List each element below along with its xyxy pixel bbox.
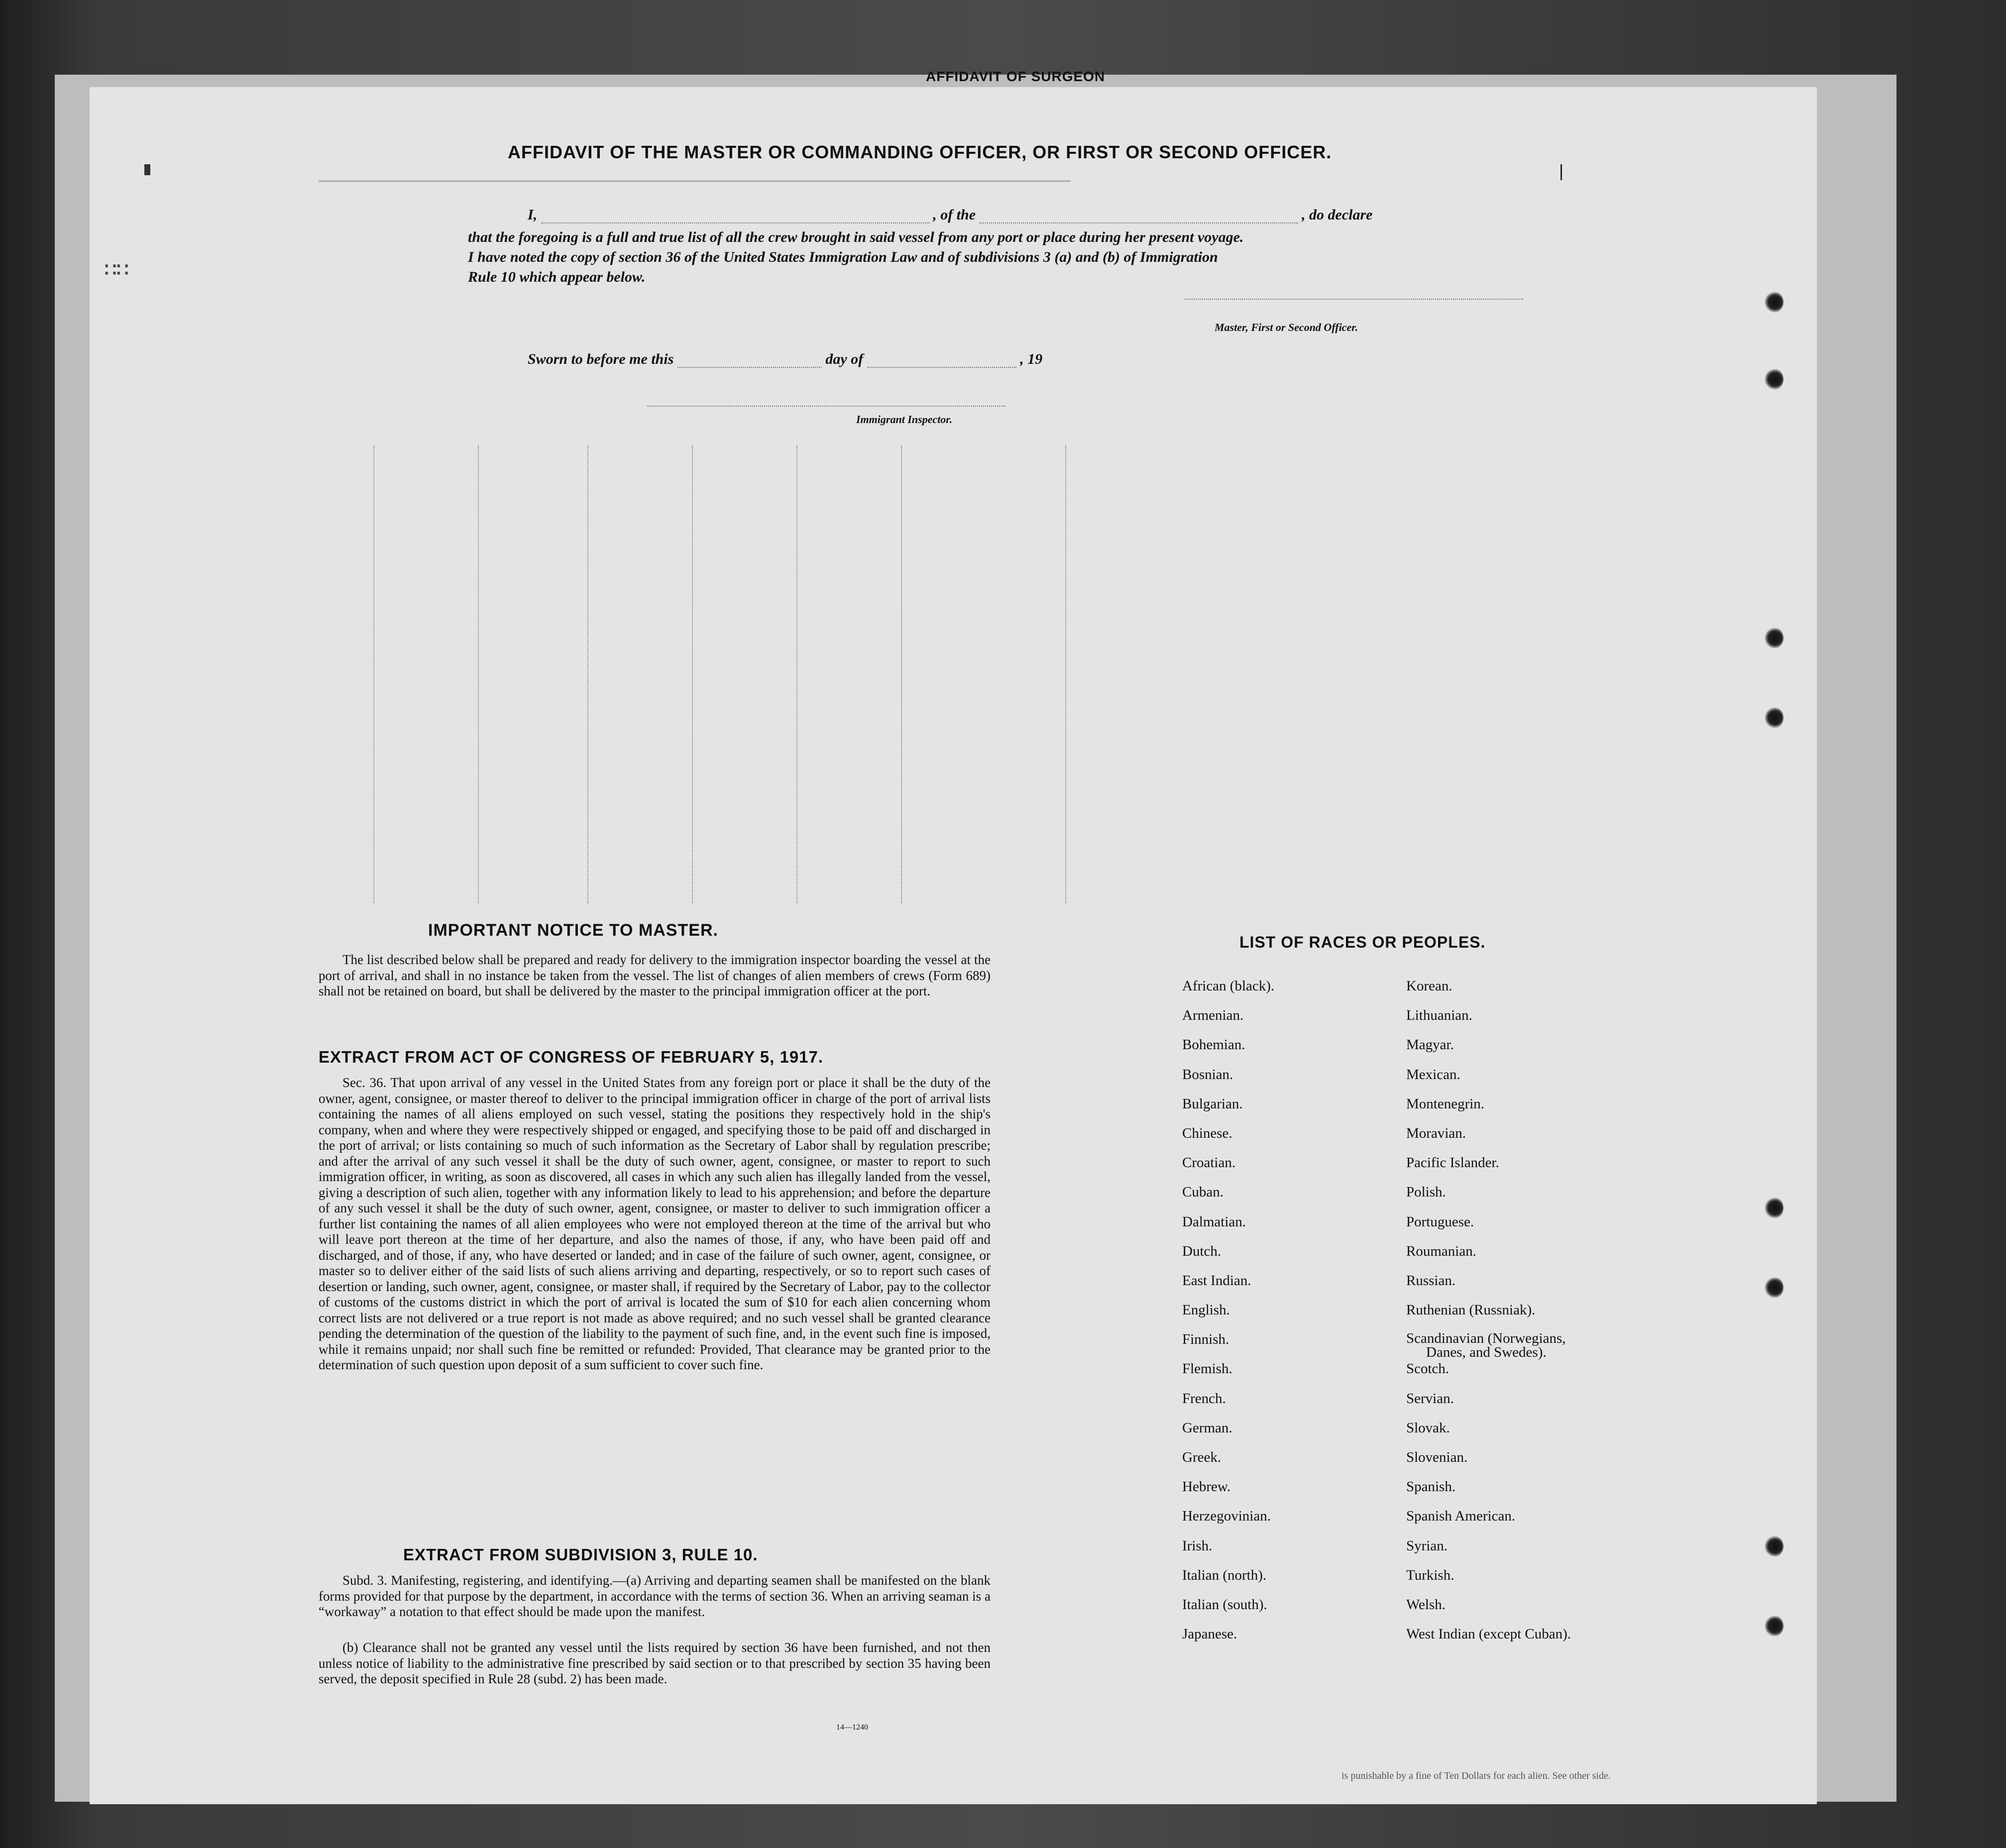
races-left-column (1182, 978, 1371, 1655)
affidavit-do-declare: , do declare (1302, 207, 1373, 223)
sworn-year: , 19 (1020, 351, 1043, 367)
race-item-scandinavian-line1: Scandinavian (Norwegians, (1406, 1330, 1566, 1347)
punch-hole (1765, 1535, 1783, 1557)
tick-mark (144, 164, 150, 175)
race-item: Lithuanian. (1406, 1007, 1472, 1024)
race-item: Armenian. (1182, 1007, 1244, 1024)
affidavit-of-surgeon-strip: AFFIDAVIT OF SURGEON (926, 69, 1106, 84)
bleed-through-heading: ───────────────────────────────────────── (319, 167, 1071, 196)
name-blank (541, 222, 929, 223)
punch-hole (1765, 291, 1783, 313)
extract-act-title: EXTRACT FROM ACT OF CONGRESS OF FEBRUARY 5, 1917. (319, 1048, 824, 1066)
column-rule (478, 445, 479, 903)
race-item: Spanish American. (1406, 1508, 1516, 1524)
race-item: Slovak. (1406, 1419, 1450, 1436)
race-item: Servian. (1406, 1390, 1454, 1407)
vessel-blank (980, 222, 1298, 223)
signature-blank (1185, 299, 1523, 300)
punch-hole (1765, 1615, 1783, 1637)
race-item: Russian. (1406, 1272, 1456, 1289)
subdivision-3b-text: (b) Clearance shall not be granted any vessel until the lists required by section 36 have been furnished, and not then unless notice of liability to the administrative fine prescribed by said section or to that prescribed by section 35 having been served, the deposit specified in Rule 28 (subd. 2) has been made. (319, 1640, 991, 1686)
sworn-line (528, 351, 1225, 368)
sworn-prefix: Sworn to before me this (528, 351, 674, 367)
sworn-day-of: day of (825, 351, 864, 367)
column-rule (692, 445, 693, 903)
affidavit-line-4: Rule 10 which appear below. (468, 269, 646, 285)
race-item: English. (1182, 1302, 1230, 1318)
races-right-column (1406, 978, 1665, 1655)
race-item: Korean. (1406, 978, 1452, 994)
race-item: Bulgarian. (1182, 1095, 1243, 1112)
race-item: Pacific Islander. (1406, 1155, 1499, 1171)
race-item: Welsh. (1406, 1596, 1446, 1613)
race-item: African (black). (1182, 978, 1275, 994)
race-item: German. (1182, 1419, 1232, 1436)
race-item: Japanese. (1182, 1626, 1237, 1642)
race-item: Turkish. (1406, 1567, 1454, 1583)
affidavit-line-3: I have noted the copy of section 36 of the United States Immigration Law and of subdivisions 3 (a) and (b) of Immigration (468, 249, 1218, 265)
tick-mark-right (1560, 164, 1562, 180)
race-item: Herzegovinian. (1182, 1508, 1271, 1524)
affidavit-line-2: that the foregoing is a full and true list of all the crew brought in said vessel from any port or place during her present voyage. (468, 229, 1244, 245)
document-page (90, 87, 1817, 1804)
bottom-note: is punishable by a fine of Ten Dollars for each alien. See other side. (1341, 1770, 1611, 1781)
subdivision-3a-text: Subd. 3. Manifesting, registering, and identifying.—(a) Arriving and departing seamen shall be manifested on the blank forms provided for that purpose by the department, in accordance with the terms of section 36. When an arriving seaman is a “workaway” a notation to that effect should be made upon the manifest. (319, 1573, 991, 1619)
race-item-scandinavian-line2: Danes, and Swedes). (1426, 1344, 1547, 1361)
race-item: East Indian. (1182, 1272, 1251, 1289)
affidavit-title: AFFIDAVIT OF THE MASTER OR COMMANDING OFFICER, OR FIRST OR SECOND OFFICER. (508, 142, 1332, 162)
column-rule (1065, 445, 1066, 903)
affidavit-i: I, (528, 207, 538, 223)
punch-hole (1765, 1197, 1783, 1219)
punch-hole (1765, 1277, 1783, 1299)
column-rule (373, 445, 374, 903)
notice-body: The list described below shall be prepared and ready for delivery to the immigration inspector boarding the vessel at the port of arrival, and shall in no instance be taken from the vessel. The list of changes of alien members of crews (Form 689) shall not be retained on board, but shall be delivered by the master to the principal immigration officer at the port. (319, 952, 991, 998)
race-item: Cuban. (1182, 1184, 1224, 1200)
race-item: Polish. (1406, 1184, 1446, 1200)
race-item: Ruthenian (Russniak). (1406, 1302, 1536, 1318)
race-item: Moravian. (1406, 1125, 1466, 1141)
column-rule (901, 445, 902, 903)
affidavit-line-1 (528, 207, 1518, 223)
race-item: Portuguese. (1406, 1213, 1474, 1230)
race-item: Montenegrin. (1406, 1095, 1485, 1112)
race-item: Chinese. (1182, 1125, 1232, 1141)
race-item: Slovenian. (1406, 1449, 1468, 1465)
punch-hole (1765, 627, 1783, 649)
race-item: Dutch. (1182, 1243, 1222, 1259)
race-item: Irish. (1182, 1537, 1213, 1554)
race-item: French. (1182, 1390, 1226, 1407)
inspector-label: Immigrant Inspector. (856, 413, 953, 426)
extract-subdivision-title: EXTRACT FROM SUBDIVISION 3, RULE 10. (403, 1545, 758, 1564)
race-item: Bosnian. (1182, 1066, 1233, 1083)
section-36-text: Sec. 36. That upon arrival of any vessel in the United States from any foreign port or place it shall be the duty of the owner, agent, consignee, or master thereof to deliver to the principal immigration officer in charge of the port of arrival lists containing the names of all aliens employed on such vessel, stating the positions they respectively hold in the ship's company, when and where they were respectively shipped or engaged, and specifying those to be paid off and discharged in the port of arrival; or lists containing so much of such information as the Secretary of Labor shall by regulation prescribe; and after the arrival of any such vessel it shall be the duty of such owner, agent, consignee, or master to report to such immigration officer, in writing, as soon as discovered, all cases in which any such alien has illegally landed from the vessel, giving a description of such alien, together with any information likely to lead to his apprehension; and before the departure of any such vessel it shall be the duty of such owner, agent, consignee, or master to deliver to such immigration officer a further list containing the names of all alien employees who were not employed thereon at the time of the arrival but who will leave port thereon at the time of her departure, and also the names of those, if any, who have been paid off and discharged, and of those, if any, who have deserted or landed; and in case of the failure of such owner, agent, consignee, or master so to deliver either of the said lists of such aliens arriving and departing, respectively, or so to report such cases of desertion or landing, such owner, agent, consignee, or master shall, if required by the Secretary of Labor, pay to the collector of customs of the customs district in which the port of arrival is located the sum of $10 for each alien concerning whom correct lists are not delivered or a true report is not made as above required; and no such vessel shall be granted clearance pending the determination of the question of the liability to the payment of such fine, and, in the event such fine is imposed, while it remains unpaid; nor shall such fine be remitted or refunded: Provided, That clearance may be granted prior to the determination of such question upon deposit of a sum sufficient to cover such fine. (319, 1075, 991, 1372)
race-item: Spanish. (1406, 1479, 1456, 1495)
sworn-day-blank (677, 367, 822, 368)
race-item-scandinavian (1406, 1331, 1665, 1361)
column-rule (587, 445, 588, 903)
races-title: LIST OF RACES OR PEOPLES. (1239, 933, 1486, 951)
race-item: Croatian. (1182, 1155, 1236, 1171)
race-item: Greek. (1182, 1449, 1222, 1465)
sworn-month-blank (867, 367, 1016, 368)
race-item: West Indian (except Cuban). (1406, 1626, 1571, 1642)
race-item: Italian (north). (1182, 1567, 1267, 1583)
race-item: Finnish. (1182, 1331, 1229, 1348)
column-rule (796, 445, 797, 903)
race-item: Scotch. (1406, 1361, 1449, 1377)
race-item: Italian (south). (1182, 1596, 1267, 1613)
race-item: Flemish. (1182, 1361, 1232, 1377)
race-item: Bohemian. (1182, 1037, 1245, 1053)
notice-title: IMPORTANT NOTICE TO MASTER. (428, 921, 718, 940)
affidavit-of-the: , of the (933, 207, 976, 223)
signature-label: Master, First or Second Officer. (1215, 321, 1358, 333)
inspector-signature-blank (647, 406, 1005, 407)
stamp-mark: ∷∷ (105, 260, 129, 281)
race-item: Magyar. (1406, 1037, 1454, 1053)
race-item: Hebrew. (1182, 1479, 1231, 1495)
race-item: Syrian. (1406, 1537, 1448, 1554)
punch-hole (1765, 707, 1783, 729)
race-item: Dalmatian. (1182, 1213, 1246, 1230)
form-number: 14—1240 (836, 1723, 868, 1732)
race-item: Mexican. (1406, 1066, 1460, 1083)
race-item: Roumanian. (1406, 1243, 1476, 1259)
punch-hole (1765, 368, 1783, 390)
